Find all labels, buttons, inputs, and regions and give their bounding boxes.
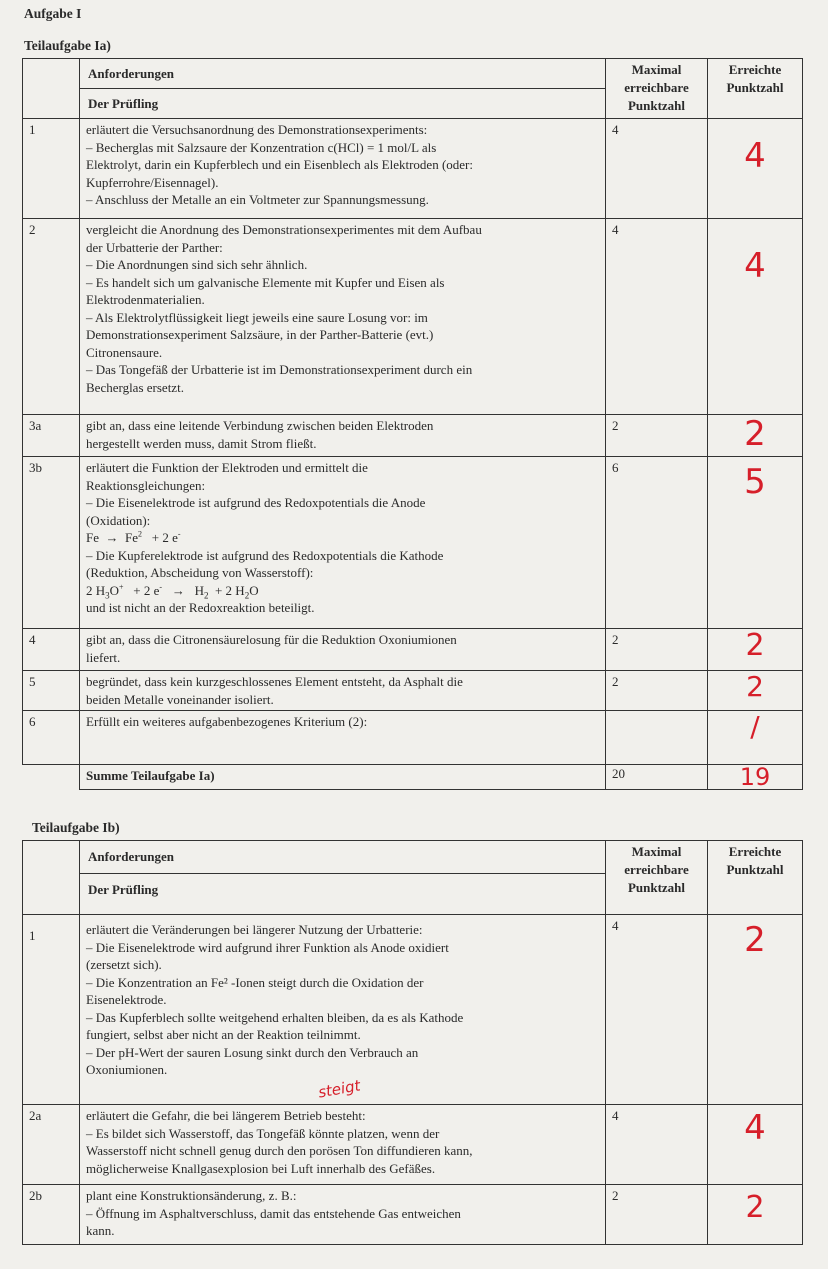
sum-label: Summe Teilaufgabe Ia) [80,765,606,790]
handwritten-grade: 2 [744,920,766,960]
handwritten-grade: 2 [746,670,764,703]
max-points: 4 [606,915,708,1105]
achieved-points-header: Erreichte Punktzahl [708,841,803,915]
table-row [23,457,803,629]
max-points-header: Maximal erreichbare Punktzahl [606,841,708,915]
max-points: 2 [606,671,708,711]
requirement-text: erläutert die Versuchsanordnung des Demonstrationsexperiments: – Becherglas mit Salzsaure der Konzentration c(HCl) = 1 mol/L als Elektrolyt, darin ein Kupferblech und ein Eisenblech als Elektroden (oder: Kupferrohre/Eisennagel). – Anschluss der Metalle an ein Voltmeter zur Spannungsmessung. [80,119,606,219]
achieved-points-header: Erreichte Punktzahl [708,59,803,119]
reduction-equation: 2 $H_3O^+$ + 2 e- → $H_2 + 2$ $H_2O$ [86,582,259,601]
handwritten-grade: 2 [744,414,766,454]
row-number: 3b [23,457,80,629]
table-row [23,629,803,671]
row-number: 1 [23,119,80,219]
max-points: 4 [606,119,708,219]
sum-achieved-points [708,765,803,790]
achieved-points [708,119,803,219]
row-number: 6 [23,711,80,765]
requirement-text: erläutert die Veränderungen bei längerer Nutzung der Urbatterie: – Die Eisenelektrode wird aufgrund ihrer Funktion als Anode oxidiert (zersetzt sich). – Die Konzentration an Fe² -Ionen steigt durch die Oxidation der Eisenelektrode. – Das Kupferblech sollte weitgehend erhalten bleiben, da es als Kathode fungiert, selbst aber nicht an der Reaktion teilnimmt. – Der pH-Wert der sauren Losung sinkt durch den Verbrauch an Oxoniumionen. [80,915,606,1105]
row-number: 5 [23,671,80,711]
row-number: 4 [23,629,80,671]
max-points: 2 [606,415,708,457]
scoring-table-b [22,840,803,1245]
requirements-header: Anforderungen [80,841,605,874]
achieved-points [708,711,803,765]
achieved-points [708,671,803,711]
handwritten-grade: / [750,710,760,743]
row-number: 1 [23,915,80,1105]
requirements-header: Anforderungen [80,59,605,89]
row-number: 2b [23,1185,80,1245]
candidate-header: Der Prüfling [88,882,159,897]
requirement-text: Erfüllt ein weiteres aufgabenbezogenes Kriterium (2): [80,711,606,765]
teilaufgabe-b-title: Teilaufgabe Ib) [32,820,120,835]
scoring-table-a [22,58,803,790]
table-row [23,1185,803,1245]
handwritten-grade: 4 [744,136,766,176]
requirement-text: gibt an, dass die Citronensäurelosung für die Reduktion Oxoniumionen liefert. [80,629,606,671]
table-a-header [23,59,803,119]
table-row [23,915,803,1105]
row-number: 2 [23,219,80,415]
handwritten-grade: 4 [744,246,766,286]
oxidation-equation: Fe → Fe$^2$ + 2 e- [86,529,181,545]
sum-row [23,765,803,790]
requirement-text: begründet, dass kein kurzgeschlossenes Element entsteht, da Asphalt die beiden Metalle voneinander isoliert. [80,671,606,711]
candidate-header: Der Prüfling [88,96,159,111]
aufgabe-title: Aufgabe I [24,6,82,21]
handwritten-grade: 5 [744,462,766,502]
table-b-header [23,841,803,915]
requirement-text: erläutert die Gefahr, die bei längerem Betrieb besteht: – Es bildet sich Wasserstoff, das Tongefäß könnte platzen, wenn der Wasserstoff nicht schnell genug durch den porösen Ton diffundieren kann, möglicherweise Knallgasexplosion bei Luft innerhalb des Gefäßes. [80,1105,606,1185]
max-points: 4 [606,219,708,415]
achieved-points [708,415,803,457]
max-points: 2 [606,1185,708,1245]
table-row [23,219,803,415]
table-row [23,119,803,219]
nr-header-cell [23,841,80,915]
requirement-text: vergleicht die Anordnung des Demonstrationsexperimentes mit dem Aufbau der Urbatterie der Parther: – Die Anordnungen sind sich sehr ähnlich. – Es handelt sich um galvanische Elemente mit Kupfer und Eisen als Elektrodenmaterialien. – Als Elektrolytflüssigkeit liegt jeweils eine saure Losung vor: im Demonstrationsexperiment Salzsäure, in der Parther-Batterie (evt.) Citronensaure. – Das Tongefäß der Urbatterie ist im Demonstrationsexperiment durch ein Becherglas ersetzt. [80,219,606,415]
max-points: 6 [606,457,708,629]
teilaufgabe-a-title: Teilaufgabe Ia) [24,38,111,53]
table-row [23,1105,803,1185]
handwritten-correction: steigt [316,1076,362,1102]
max-points [606,711,708,765]
nr-header-cell [23,59,80,119]
table-row [23,671,803,711]
achieved-points [708,1105,803,1185]
achieved-points [708,457,803,629]
table-row [23,711,803,765]
handwritten-grade: 4 [744,1108,766,1148]
max-points: 4 [606,1105,708,1185]
row-number: 3a [23,415,80,457]
max-points: 2 [606,629,708,671]
requirement-text: erläutert die Funktion der Elektroden und ermittelt die Reaktionsgleichungen: – Die Eisenelektrode ist aufgrund des Redoxpotentials die Anode (Oxidation): Fe → Fe$^2$ + 2 e- – Die Kupferelektrode ist aufgrund des Redoxpotentials die Kathode (Reduktion, Abscheidung von Wasserstoff): 2 $H_3O^+$ + 2 e- → $H_2 + 2$ $H_2O$ und ist nicht an der Redoxreaktion beteiligt. [80,457,606,629]
requirement-text: plant eine Konstruktionsänderung, z. B.: – Öffnung im Asphaltverschluss, damit das entstehende Gas entweichen kann. [80,1185,606,1245]
achieved-points [708,219,803,415]
sum-max-points: 20 [606,765,708,790]
achieved-points [708,629,803,671]
handwritten-sum-grade: 19 [739,763,771,791]
table-row [23,415,803,457]
handwritten-grade: 2 [745,1190,765,1225]
requirement-text: gibt an, dass eine leitende Verbindung zwischen beiden Elektroden hergestellt werden muss, damit Strom fließt. [80,415,606,457]
row-number: 2a [23,1105,80,1185]
max-points-header: Maximal erreichbare Punktzahl [606,59,708,119]
handwritten-grade: 2 [745,628,765,663]
achieved-points [708,1185,803,1245]
achieved-points [708,915,803,1105]
